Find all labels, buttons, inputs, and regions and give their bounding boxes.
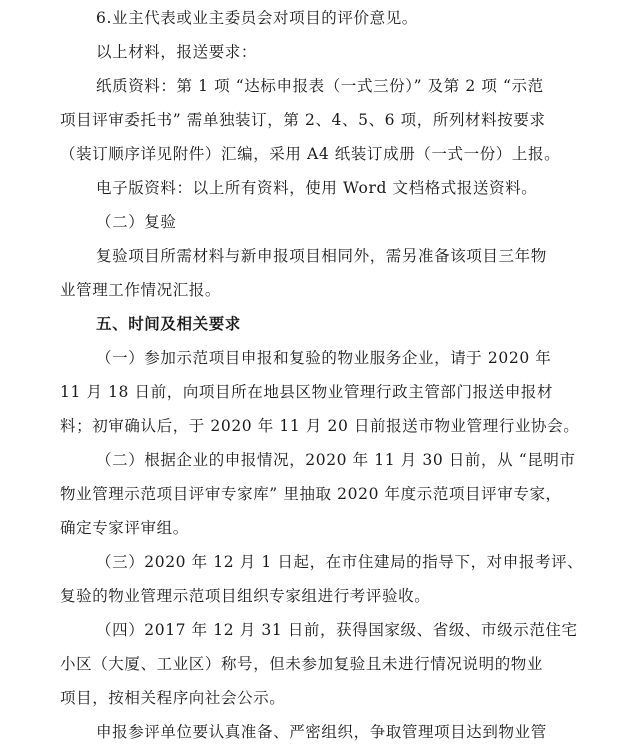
subheading-reinspection: （二）复验 <box>96 213 177 231</box>
paper-materials-line-1: 纸质资料：第 1 项 “达标申报表（一式三份）” 及第 2 项 “示范 <box>96 77 544 95</box>
reinspection-line-1: 复验项目所需材料与新申报项目相同外，需另准备该项目三年物 <box>96 247 547 265</box>
requirement-3-line-1: （三）2020 年 12 月 1 日起，在市住建局的指导下，对申报考评、 <box>96 553 584 571</box>
requirement-3-line-2: 复验的物业管理示范项目组织专家组进行考评验收。 <box>60 587 431 605</box>
electronic-materials-line: 电子版资料：以上所有资料，使用 Word 文档格式报送资料。 <box>96 179 538 197</box>
requirement-4-line-3: 项目，按相关程序向社会公示。 <box>60 689 286 707</box>
submission-requirements-line: 以上材料，报送要求： <box>96 43 258 61</box>
requirement-2-line-2: 物业管理示范项目评审专家库” 里抽取 2020 年度示范项目评审专家， <box>60 485 562 503</box>
section-heading-time-requirements: 五、时间及相关要求 <box>96 315 241 333</box>
requirement-1-line-3: 料；初审确认后，于 2020 年 11 月 20 日前报送市物业管理行业协会。 <box>60 417 580 435</box>
item-6-line: 6.业主代表或业主委员会对项目的评价意见。 <box>96 9 418 27</box>
reinspection-line-2: 业管理工作情况汇报。 <box>60 281 222 299</box>
requirement-2-line-3: 确定专家评审组。 <box>60 519 189 537</box>
requirement-4-line-1: （四）2017 年 12 月 31 日前，获得国家级、省级、市级示范住宅 <box>96 621 578 639</box>
requirement-2-line-1: （二）根据企业的申报情况，2020 年 11 月 30 日前，从 “昆明市 <box>96 451 576 469</box>
closing-paragraph-line-1: 申报参评单位要认真准备、严密组织，争取管理项目达到物业管 <box>96 723 547 741</box>
paper-materials-line-2: 项目评审委托书” 需单独装订，第 2、4、5、6 项，所列材料按要求 <box>60 111 546 129</box>
paper-materials-line-3: （装订顺序详见附件）汇编，采用 A4 纸装订成册（一式一份）上报。 <box>60 145 561 163</box>
requirement-4-line-2: 小区（大厦、工业区）称号，但未参加复验且未进行情况说明的物业 <box>60 655 544 673</box>
requirement-1-line-2: 11 月 18 日前，向项目所在地县区物业管理行政主管部门报送申报材 <box>60 383 554 401</box>
requirement-1-line-1: （一）参加示范项目申报和复验的物业服务企业，请于 2020 年 <box>96 349 552 367</box>
